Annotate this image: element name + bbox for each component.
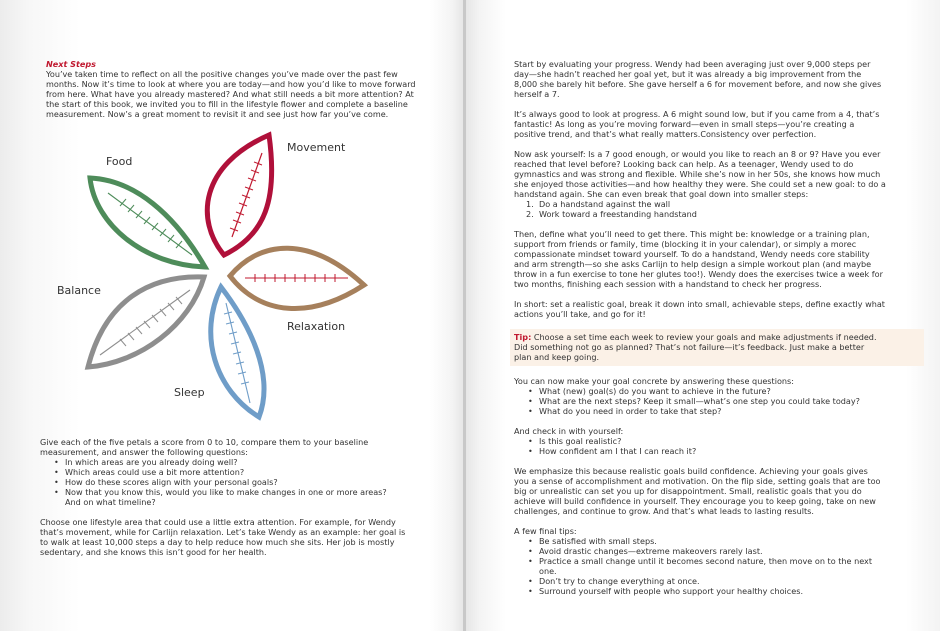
- check-questions: [514, 436, 924, 456]
- intro-line: the start of this book, we invited you to fill in the lifestyle flower and complete a baseline: [46, 99, 408, 109]
- list-item: [514, 199, 924, 209]
- scoring-section: [40, 437, 450, 507]
- text-line: challenges, and continue to grow. And that’s what leads to lasting results.: [514, 506, 814, 516]
- list-item-continued: And on what timeline?: [65, 497, 156, 507]
- scoring-questions: [40, 457, 450, 507]
- final-tips: [514, 536, 924, 596]
- text-line: two months, finishing each session with a handstand to check her progress.: [514, 279, 822, 289]
- balance-label: Balance: [57, 284, 101, 297]
- text-line: A few final tips:: [514, 526, 577, 536]
- list-item: • What are the next steps? Keep it small—what’s one step you could take today?: [514, 396, 924, 406]
- left-page: [0, 0, 463, 631]
- text-line: reached that level before? Looking back can help. As a teenager, Wendy used to do: [514, 159, 854, 169]
- list-item: • How confident am I that I can reach it?: [514, 446, 924, 456]
- tip-label: Tip:: [514, 332, 532, 342]
- list-item-continued: one.: [539, 566, 557, 576]
- scoring-line: measurement, and answer the following questions:: [40, 447, 248, 457]
- text-line: Now ask yourself: Is a 7 good enough, or would you like to reach an 8 or 9? Have you ever: [514, 149, 881, 159]
- list-item: • What (new) goal(s) do you want to achieve in the future?: [514, 386, 924, 396]
- step-number: 1.: [526, 199, 534, 209]
- list-item: • Be satisfied with small steps.: [514, 536, 924, 546]
- next-steps-section: [46, 59, 446, 119]
- text-line: big or unrealistic can set you up for disappointment. Small, realistic goals that you do: [514, 486, 862, 496]
- list-item: • Practice a small change until it becomes second nature, then move on to the next: [514, 556, 924, 566]
- define-needs-paragraph: [514, 229, 924, 289]
- text-line: actions you’ll take, and go for it!: [514, 309, 646, 319]
- balance-petal: [88, 277, 204, 367]
- text-line: And check in with yourself:: [514, 426, 624, 436]
- sleep-label: Sleep: [174, 386, 205, 399]
- intro-line: from here. What have you already mastered? And what still needs a bit more attention? At: [46, 89, 414, 99]
- example-line: to walk at least 10,000 steps a day to help reduce how much she sits. Her job is mostly: [40, 537, 395, 547]
- text-line: You can now make your goal concrete by answering these questions:: [514, 376, 794, 386]
- list-item: • Surround yourself with people who support your healthy choices.: [514, 586, 924, 596]
- sleep-petal: [211, 287, 264, 417]
- tip-line: [514, 332, 919, 342]
- step-number: 2.: [526, 209, 534, 219]
- list-item: [514, 209, 924, 219]
- movement-label: Movement: [287, 141, 346, 154]
- movement-petal: [207, 135, 271, 255]
- text-line: Then, define what you’ll need to get there. This might be: knowledge or a training plan,: [514, 229, 870, 239]
- example-section: [40, 517, 450, 557]
- tip-box: [510, 329, 924, 366]
- text-line: Start by evaluating your progress. Wendy had been averaging just over 9,000 steps per: [514, 59, 871, 69]
- text-line: achieve will build confidence in yourself. They encourage you to keep going, take on new: [514, 496, 876, 506]
- list-item: • Which areas could use a bit more attention?: [40, 467, 450, 477]
- ask-yourself-paragraph: [514, 149, 924, 219]
- text-line: you a sense of accomplishment and motivation. On the flip side, setting goals that are too: [514, 476, 881, 486]
- text-line: fantastic! As long as you’re moving forward—even in small steps—you’re creating a: [514, 119, 855, 129]
- goal-questions: [514, 386, 924, 416]
- lifestyle-flower: [0, 125, 463, 425]
- text-line: 8,000 she barely hit before. She gave herself a 6 for movement before, and now she gives: [514, 79, 882, 89]
- intro-line: measurement. Now’s a great moment to revisit it and see just how far you’ve come.: [46, 109, 389, 119]
- movement-petal-outline: [207, 135, 271, 255]
- list-item: • In which areas are you already doing well?: [40, 457, 450, 467]
- tip-line: plan and keep going.: [514, 352, 600, 362]
- list-item: • What do you need in order to take that step?: [514, 406, 924, 416]
- text-line: We emphasize this because realistic goals build confidence. Achieving your goals gives: [514, 466, 868, 476]
- movement-scale-ticks: [230, 162, 262, 231]
- goal-questions-section: [514, 376, 924, 416]
- text-line: day—she hadn’t reached her goal yet, but it was already a big improvement from the: [514, 69, 862, 79]
- tip-text: Choose a set time each week to review your goals and make adjustments if needed.: [531, 332, 877, 342]
- list-item: • Don’t try to change everything at once.: [514, 576, 924, 586]
- list-item: • How do these scores align with your personal goals?: [40, 477, 450, 487]
- food-label: Food: [106, 155, 133, 168]
- intro-line: You’ve taken time to reflect on all the positive changes you’ve made over the past few: [46, 69, 398, 79]
- text-line: It’s always good to look at progress. A 6 might sound low, but if you came from a 4, that’s: [514, 109, 880, 119]
- progress-paragraph: [514, 59, 924, 99]
- text-line: gymnastics and was strong and flexible. While she’s now in her 50s, she knows how much: [514, 169, 881, 179]
- intro-line: months. Now it’s time to look at where you are today—and how you’d like to move forward: [46, 79, 416, 89]
- step-text: Work toward a freestanding handstand: [539, 209, 697, 219]
- food-petal: [90, 178, 205, 267]
- in-short-paragraph: [514, 299, 924, 319]
- text-line: herself a 7.: [514, 89, 560, 99]
- relaxation-label: Relaxation: [287, 320, 346, 333]
- text-line: compassionate mindset toward yourself. To do a handstand, Wendy needs core stability: [514, 249, 870, 259]
- list-item: • Is this goal realistic?: [514, 436, 924, 446]
- confidence-paragraph: [514, 466, 924, 516]
- example-line: sedentary, and she knows this isn’t good for her health.: [40, 547, 267, 557]
- text-line: In short: set a realistic goal, break it down into small, achievable steps, define exactly what: [514, 299, 885, 309]
- section-heading: Next Steps: [46, 59, 96, 69]
- handstand-steps: [514, 199, 924, 219]
- text-line: positive trend, and that’s what really matters.Consistency over perfection.: [514, 129, 817, 139]
- list-item: • Avoid drastic changes—extreme makeovers rarely last.: [514, 546, 924, 556]
- scoring-line: Give each of the five petals a score from 0 to 10, compare them to your baseline: [40, 437, 369, 447]
- example-line: Choose one lifestyle area that could use a little extra attention. For example, for Wendy: [40, 517, 396, 527]
- example-line: that’s movement, while for Carlijn relaxation. Let’s take Wendy as an example: her goal is: [40, 527, 406, 537]
- list-item: • Now that you know this, would you like to make changes in one or more areas?: [40, 487, 450, 497]
- final-tips-section: [514, 526, 924, 596]
- right-page: [466, 0, 940, 631]
- text-line: and arm strength—so she asks Carlijn to help design a simple workout plan (and maybe: [514, 259, 872, 269]
- look-at-progress-paragraph: [514, 109, 924, 139]
- balance-scale-ticks: [120, 297, 182, 346]
- text-line: she enjoyed those activities—and how healthy they were. She could set a new goal: to do a: [514, 179, 886, 189]
- check-in-section: [514, 426, 924, 456]
- right-text-column: [514, 59, 924, 596]
- step-text: Do a handstand against the wall: [539, 199, 671, 209]
- relaxation-petal: [230, 248, 364, 308]
- text-line: support from friends or family, time (blocking it in your calendar), or simply a morec: [514, 239, 857, 249]
- tip-line: Did something not go as planned? That’s not failure—it’s feedback. Just make a better: [514, 342, 865, 352]
- text-line: handstand again. She can even break that goal down into smaller steps:: [514, 189, 809, 199]
- text-line: throw in a fun exercise to tone her glutes too!). Wendy does the exercises twice a week for: [514, 269, 883, 279]
